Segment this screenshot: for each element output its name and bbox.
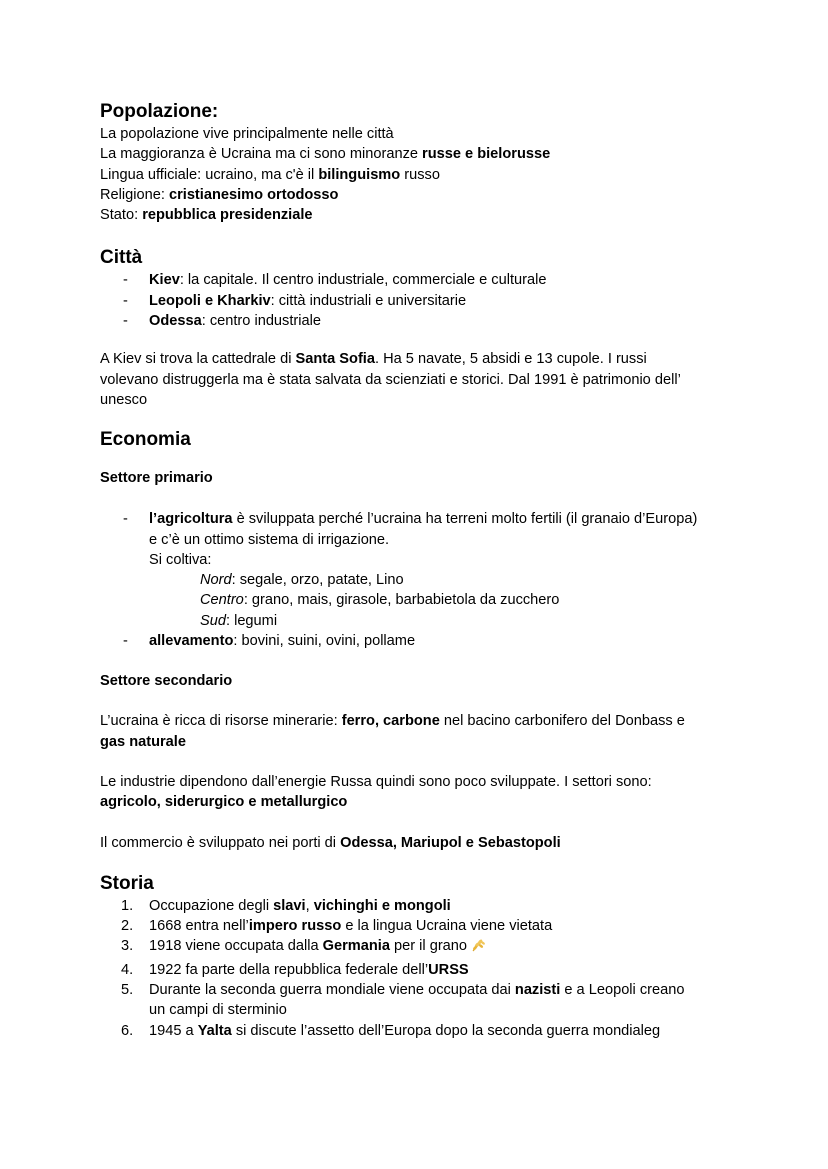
industrie-paragraph: Le industrie dipendono dall’energie Russa quindi sono poco sviluppate. I settori sono: agricolo, siderurgico e metallurgico xyxy=(100,773,652,811)
list-item: 3. 1918 viene occupata dalla Germania per il grano xyxy=(100,936,740,959)
list-item: 1. Occupazione degli slavi, vichinghi e mongoli xyxy=(121,897,451,914)
list-item: - Kiev: la capitale. Il centro industriale, commerciale e culturale xyxy=(100,270,740,290)
heading-economia: Economia xyxy=(100,429,191,451)
list-item: - allevamento: bovini, suini, ovini, pollame xyxy=(100,631,740,651)
commercio-paragraph: Il commercio è sviluppato nei porti di Odessa, Mariupol e Sebastopoli xyxy=(100,834,561,851)
document-page xyxy=(100,100,740,1041)
popolazione-line-2: La maggioranza è Ucraina ma ci sono minoranze russe e bielorusse xyxy=(100,146,551,163)
popolazione-line-5: Stato: repubblica presidenziale xyxy=(100,207,313,224)
wheat-icon xyxy=(470,937,486,959)
list-item: - Leopoli e Kharkiv: città industriali e universitarie xyxy=(100,291,740,311)
list-item: 2. 1668 entra nell’impero russo e la lingua Ucraina viene vietata xyxy=(121,918,553,935)
heading-citta: Città xyxy=(100,247,143,269)
heading-storia: Storia xyxy=(100,872,154,894)
popolazione-line-1: La popolazione vive principalmente nelle città xyxy=(100,126,394,142)
heading-settore-primario: Settore primario xyxy=(100,470,213,487)
heading-popolazione: Popolazione: xyxy=(100,101,219,122)
list-item: 4. 1922 fa parte della repubblica federale dell’URSS xyxy=(121,961,469,978)
heading-settore-secondario: Settore secondario xyxy=(100,673,233,690)
popolazione-line-4: Religione: cristianesimo ortodosso xyxy=(100,186,339,203)
storia-list: 1. Occupazione degli slavi, vichinghi e mongoli 2. 1668 entra nell’impero russo e la lingua Ucraina viene vietata 3. 1918 viene occupata dalla Germania per il grano 4. 1922 fa parte della repubblica federale dell’URSS 5. Durante la seconda guerra mondiale viene occupata dai nazisti e a Leopoli creano un campi di sterminio 6. 1945 a Yalta si discute l’assetto dell’Europa dopo la seconda guerra mondialeg xyxy=(100,896,740,1041)
popolazione-line-3: Lingua ufficiale: ucraino, ma c'è il bilinguismo russo xyxy=(100,166,440,183)
list-item: - l’agricoltura è sviluppata perché l’ucraina ha terreni molto fertili (il granaio d’Europa) xyxy=(100,509,740,529)
list-item: - Odessa: centro industriale xyxy=(100,311,740,331)
risorse-paragraph: L’ucraina è ricca di risorse minerarie: ferro, carbone nel bacino carbonifero del Donbass e gas naturale xyxy=(100,713,685,750)
primario-list: - l’agricoltura è sviluppata perché l’ucraina ha terreni molto fertili (il granaio d’Europa) e c’è un ottimo sistema di irrigazione. Si coltiva: Nord: segale, orzo, patate, Lino Centro: grano, mais, girasole, barbabietola da zucchero Sud: legumi - allevamento: bovini, suini, ovini, pollame xyxy=(100,509,740,651)
santa-sofia-paragraph: A Kiev si trova la cattedrale di Santa Sofia. Ha 5 navate, 5 absidi e 13 cupole. I russi volevano distruggerla ma è stata salvata da scienziati e storici. Dal 1991 è patrimonio dell’ unesco xyxy=(100,351,681,408)
list-item: 5. Durante la seconda guerra mondiale viene occupata dai nazisti e a Leopoli creano xyxy=(121,982,685,999)
list-item: 6. 1945 a Yalta si discute l’assetto dell’Europa dopo la seconda guerra mondialeg xyxy=(121,1022,661,1039)
